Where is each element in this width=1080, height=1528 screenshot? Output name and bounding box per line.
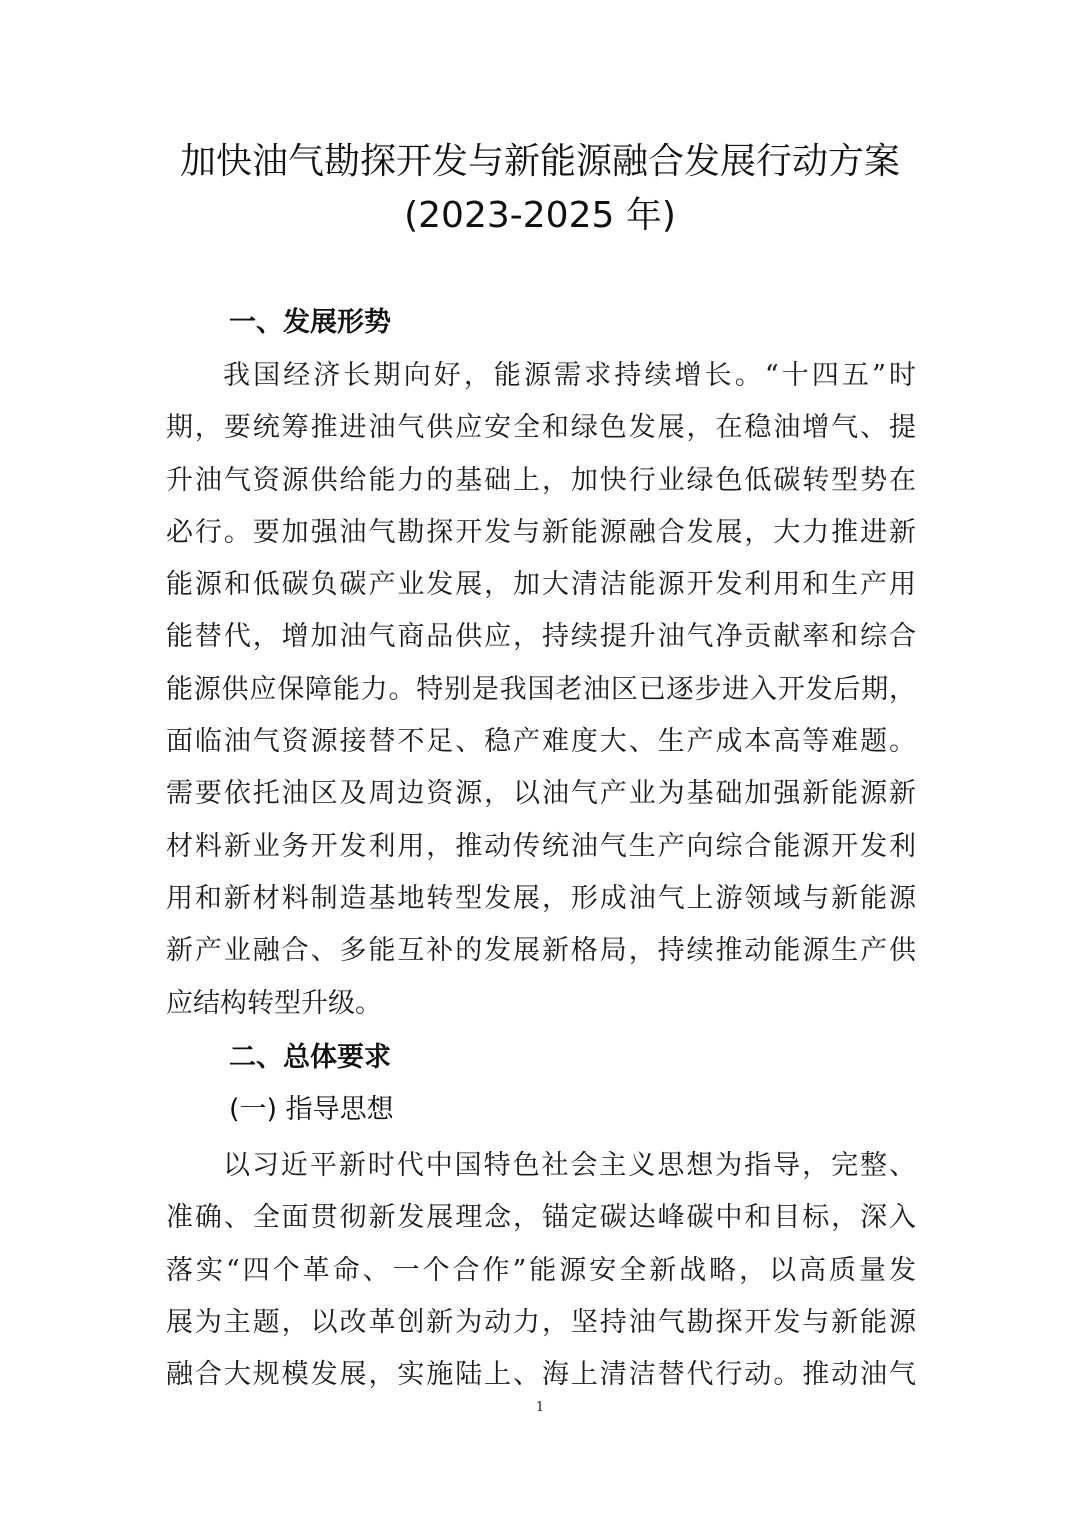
text-line: 需要依托油区及周边资源，以油气产业为基础加强新能源新: [166, 778, 916, 810]
text-line: 新产业融合、多能互补的发展新格局，持续推动能源生产供: [166, 935, 916, 967]
section-heading-development-situation: 一、发展形势: [229, 307, 391, 338]
section-heading-overall-requirements: 二、总体要求: [229, 1042, 391, 1073]
subsection-heading-guiding-ideology: (一) 指导思想: [229, 1094, 394, 1125]
text-line: 用和新材料制造基地转型发展，形成油气上游领域与新能源: [166, 882, 916, 914]
text-line: 必行。要加强油气勘探开发与新能源融合发展，大力推进新: [166, 516, 916, 548]
text-line: 应结构转型升级。: [166, 987, 382, 1019]
text-line: 展为主题，以改革创新为动力，坚持油气勘探开发与新能源: [166, 1306, 916, 1338]
text-line: 落实“四个革命、一个合作”能源安全新战略，以高质量发: [166, 1254, 916, 1286]
page-number: 1: [535, 1400, 545, 1415]
paragraph-development-situation: [166, 350, 916, 1030]
document-title: 加快油气勘探开发与新能源融合发展行动方案: [179, 141, 900, 182]
text-line: 以习近平新时代中国特色社会主义思想为指导，完整、: [223, 1150, 916, 1181]
paragraph-guiding-ideology: [166, 1140, 916, 1401]
text-line: 我国经济长期向好，能源需求持续增长。“十四五”时: [223, 360, 916, 391]
text-line: 融合大规模发展，实施陆上、海上清洁替代行动。推动油气: [166, 1359, 916, 1391]
text-line: 期，要统筹推进油气供应安全和绿色发展，在稳油增气、提: [166, 412, 916, 444]
document-title-years: (2023-2025 年): [404, 195, 676, 236]
text-line: 准确、全面贯彻新发展理念，锚定碳达峰碳中和目标，深入: [166, 1202, 916, 1234]
text-line: 能源和低碳负碳产业发展，加大清洁能源开发利用和生产用: [166, 569, 916, 601]
text-line: 材料新业务开发利用，推动传统油气生产向综合能源开发利: [166, 830, 916, 862]
text-line: 能替代，增加油气商品供应，持续提升油气净贡献率和综合: [166, 621, 916, 653]
text-line: 能源供应保障能力。特别是我国老油区已逐步进入开发后期，: [166, 673, 916, 705]
text-line: 升油气资源供给能力的基础上，加快行业绿色低碳转型势在: [166, 464, 916, 496]
text-line: 面临油气资源接替不足、稳产难度大、生产成本高等难题。: [166, 726, 916, 758]
